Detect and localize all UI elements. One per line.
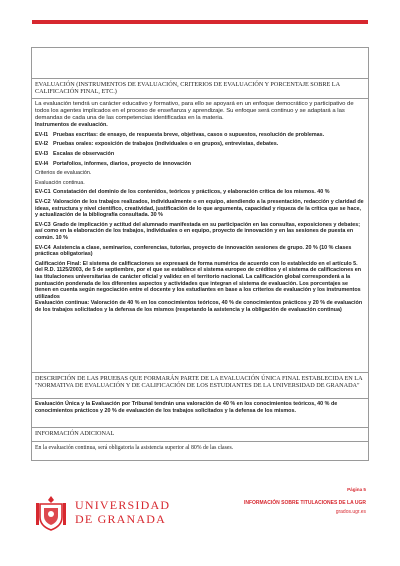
evaluation-section-title: EVALUACIÓN (INSTRUMENTOS DE EVALUACIÓN, CRITERIOS DE EVALUACIÓN Y PORCENTAJE SOBRE LA CALIFICACIÓN FINAL, ETC.) [35, 81, 340, 96]
instruments-title: Instrumentos de evaluación. [35, 122, 108, 129]
row-divider [32, 398, 368, 399]
criterion-item: EV-C3 Grado de implicación y actitud del alumnado manifestada en su participación en las consultas, exposiciones y debates; así como en la elaboración de los trabajos, individuales o en equipo, proyecto de innovación y en las sesiones de puesta en común. 10 % [35, 221, 361, 241]
row-divider [32, 427, 368, 428]
university-name-line2: DE GRANADA [75, 512, 166, 526]
final-evaluation-text: Evaluación Única y la Evaluación por Tribunal tendrán una valoración de 40 % en los conocimientos teóricos, 40 % de conocimientos prácticos y 20 % de evaluación de los trabajos solicitados y la defensa de los mismos. [35, 401, 338, 414]
final-weights-text: Evaluación continua: Valoración de 40 % en los conocimientos teóricos, 40 % de conocimientos prácticos y 20 % de evaluación de los trabajos solicitados y la defensa de los mismos (respetando la asistencia y la obligación de evaluación continua) [35, 300, 363, 313]
criterion-item: EV-C2 Valoración de los trabajos realizados, individualmente o en equipo, atendiendo a la presentación, redacción y claridad de ideas, estructura y nivel científico, creatividad, justificación de lo que argumenta, capacidad y riqueza de la crítica que se hace, y actualización de la bibliografía consultada. 30 % [35, 199, 364, 219]
instrument-item: EV-I4 Portafolios, informes, diarios, proyecto de innovación [35, 160, 192, 167]
additional-info-text: En la evaluación continua, será obligatoria la asistencia superior al 80% de las clases. [35, 445, 234, 451]
instrument-item: EV-I2 Pruebas orales: exposición de trabajos (individuales o en grupos), entrevistas, debates. [35, 141, 279, 148]
university-crest-icon [34, 495, 68, 531]
criterion-item: EV-C1 Constatación del dominio de los contenidos, teóricos y prácticos, y elaboración crítica de los mismos. 40 % [35, 189, 330, 196]
continuous-title: Evaluación continua. [35, 179, 85, 186]
university-name-line1: UNIVERSIDAD [75, 498, 171, 512]
footer-info-text: INFORMACIÓN SOBRE TITULACIONES DE LA UGR [243, 500, 366, 506]
instrument-item: EV-I3 Escalas de observación [35, 151, 115, 158]
row-divider [32, 441, 368, 442]
top-accent-bar [32, 20, 368, 24]
footer-site-link[interactable]: grados.ugr.es [335, 509, 366, 515]
instrument-item: EV-I1 Pruebas escritas: de ensayo, de respuesta breve, objetivas, casos o supuestos, resolución de problemas. [35, 131, 325, 138]
additional-info-title: INFORMACIÓN ADICIONAL [35, 430, 115, 437]
criterion-item: EV-C4 Asistencia a clase, seminarios, conferencias, tutorías, proyecto de innovación sesiones de grupo. 20 % (10 % clases prácticas obligatorias) [35, 244, 352, 258]
evaluation-intro: La evaluación tendrá un carácter educativo y formativo, para ello se apoyará en un enfoque democrático y participativo de todos los agentes implicados en el proceso de enseñanza y aprendizaje. Su enfoque será continuo y se adaptará a las demandas de cada una de las competencias identificadas en la materia. [35, 101, 354, 122]
row-divider [32, 98, 368, 99]
row-divider [32, 372, 368, 373]
criteria-title: Criterios de evaluación. [35, 170, 92, 177]
content-frame [31, 47, 369, 461]
evaluation-section-body [35, 101, 365, 314]
final-evaluation-title: DESCRIPCIÓN DE LAS PRUEBAS QUE FORMARÁN PARTE DE LA EVALUACIÓN ÚNICA FINAL ESTABLECIDA EN LA "NORMATIVA DE EVALUACIÓN Y DE CALIFICACIÓN DE LOS ESTUDIANTES DE LA UNIVERSIDAD DE GRANADA" [35, 375, 363, 390]
row-divider [32, 78, 368, 79]
page-number: Página 5 [347, 487, 366, 492]
final-grade-text: Calificación Final: El sistema de calificaciones se expresará de forma numérica de acuerdo con lo establecido en el artículo 5. del R.D. 1125/2003, de 5 de septiembre, por el que se establece el sistema europeo de créditos y el sistema de calificaciones en las titulaciones universitarias de carácter oficial y validez en el territorio nacional. La calificación global corresponderá a la puntuación ponderada de los diferentes aspectos y actividades que integran el sistema de evaluación. Los porcentajes se tienen en cuenta según negociación entre el docente y los estudiantes en base a los criterios de evaluación y los instrumentos utilizados [35, 260, 361, 300]
